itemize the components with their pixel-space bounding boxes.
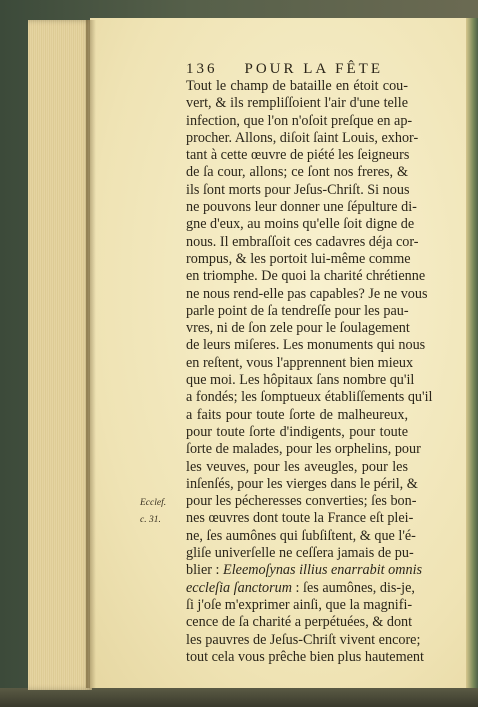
latin-quote: Eleemoſynas illius enarrabit omnis <box>223 562 423 579</box>
text-line: tout cela vous prêche bien plus hautement <box>186 648 424 665</box>
latin-prefix: blier : <box>186 562 224 579</box>
text-line: en reſtent, vous l'apprennent bien mieux <box>186 354 414 371</box>
text-line: parle point de ſa tendreſſe pour les pau- <box>186 302 409 319</box>
text-line: ſorte de malades, pour les orphelins, pour <box>186 441 421 458</box>
latin-quote: eccleſia ſanctorum <box>186 579 292 596</box>
text-line: vres, ni de ſon zele pour le ſoulagement <box>186 320 410 337</box>
text-line: ne pouvons leur donner une ſépulture di- <box>186 199 417 216</box>
text-line: infection, que l'on n'oſoit preſque en ap- <box>186 112 413 129</box>
cover-bottom-edge <box>0 688 478 707</box>
margin-note-line-1: Ecclef. <box>140 498 167 508</box>
text-line: nous. Il embraſſoit ces cadavres déja cor- <box>186 233 419 250</box>
text-line: procher. Allons, diſoit ſaint Louis, exhor- <box>186 129 419 146</box>
text-line: en triomphe. De quoi la charité chrétienne <box>186 268 426 285</box>
text-line: les veuves, pour les aveugles, pour les <box>186 458 408 475</box>
text-line: ils ſont morts pour Jeſus-Chriſt. Si nous <box>186 181 410 198</box>
text-line: vert, & ils rempliſſoient l'air d'une telle <box>186 95 408 112</box>
text-line: inſenſés, pour les vierges dans le péril, & <box>186 475 418 492</box>
text-line: gne d'eux, au moins qu'elle ſoit digne de <box>186 216 415 233</box>
page-edges <box>28 20 92 690</box>
latin-quote-line-1 <box>186 562 423 579</box>
text-line: gliſe univerſelle ne ceſſera jamais de pu- <box>186 545 414 562</box>
text-line: ne, ſes aumônes qui ſubſiſtent, & que l'é- <box>186 527 416 544</box>
text-line: de leurs miſeres. Les monuments qui nous <box>186 337 426 354</box>
text-line: pour les pécheresses converties; ſes bon- <box>186 493 417 510</box>
latin-quote-line-2 <box>186 579 415 597</box>
text-line: nes œuvres dont toute la France eſt plei- <box>186 510 414 527</box>
text-line: ne nous rend-elle pas capables? Je ne vous <box>186 285 428 302</box>
text-line: Tout le champ de bataille en étoit cou- <box>186 78 408 94</box>
text-line: ſi j'oſe m'exprimer ainſi, que la magnifi- <box>186 596 413 613</box>
page-number: 136 <box>186 61 218 77</box>
running-title: POUR LA FÊTE <box>244 61 384 77</box>
margin-note-line-2: c. 31. <box>140 515 161 526</box>
margin-note <box>140 495 186 530</box>
text-line: pour toute ſorte d'indigents, pour toute <box>186 423 408 440</box>
text-line: cence de ſa charité a perpétuées, & dont <box>186 614 413 631</box>
text-line: rompus, & les portoit lui-même comme <box>186 250 411 267</box>
spine-shadow <box>86 20 96 688</box>
text-line: a fondés; les ſomptueux établiſſements qu'il <box>186 389 433 406</box>
text-line: tant à cette œuvre de piété les ſeigneurs <box>186 147 410 164</box>
text-line: les pauvres de Jeſus-Chriſt vivent encore; <box>186 631 421 648</box>
body-text <box>186 78 433 666</box>
right-cover-edge <box>466 18 478 688</box>
text-line: que moi. Les hôpitaux ſans nombre qu'il <box>186 372 415 389</box>
text-line: de ſa cour, allons; ce ſont nos freres, & <box>186 164 408 181</box>
latin-suffix: : ſes aumônes, dis-je, <box>291 579 415 596</box>
text-line: a faits pour toute ſorte de malheureux, <box>186 406 408 423</box>
